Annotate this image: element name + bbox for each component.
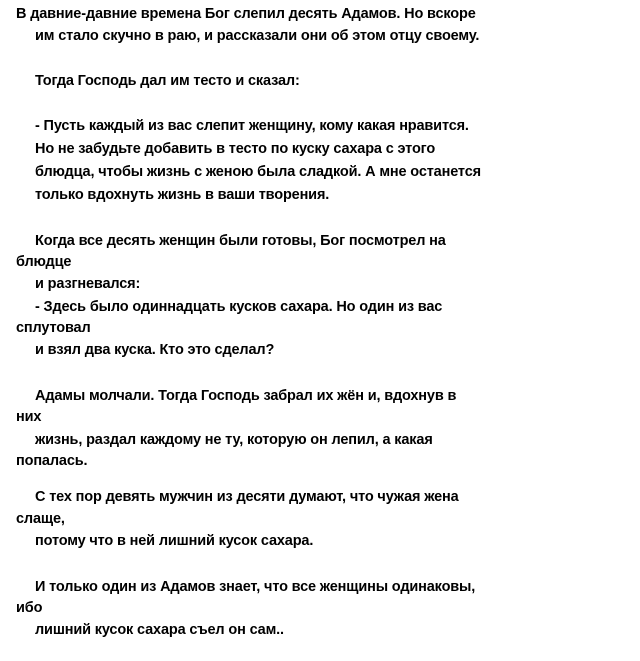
text-line: им стало скучно в раю, и рассказали они об этом отцу своему. [35,28,480,44]
text-line: ибо [16,600,43,616]
text-line: попалась. [16,453,88,469]
text-line: лишний кусок сахара съел он сам.. [35,622,284,638]
text-line: только вдохнуть жизнь в ваши творения. [35,187,330,203]
text-line: Тогда Господь дал им тесто и сказал: [35,73,300,89]
text-line: Адамы молчали. Тогда Господь забрал их жён и, вдохнув в [35,388,457,404]
text-line: - Здесь было одиннадцать кусков сахара. Но один из вас [35,299,443,315]
text-line: Когда все десять женщин были готовы, Бог посмотрел на [35,233,446,249]
text-line: слаще, [16,511,65,527]
text-line: блюдце [16,254,72,270]
text-line: Но не забудьте добавить в тесто по куску сахара с этого [35,141,436,157]
text-line: и разгневался: [35,276,141,292]
text-line: В давние-давние времена Бог слепил десять Адамов. Но вскоре [16,6,476,22]
text-line: сплутовал [16,320,91,336]
text-line: жизнь, раздал каждому не ту, которую он лепил, а какая [35,432,433,448]
text-line: них [16,409,42,425]
text-line: и взял два куска. Кто это сделал? [35,342,275,358]
text-line: потому что в ней лишний кусок сахара. [35,533,314,549]
text-line: - Пусть каждый из вас слепит женщину, кому какая нравится. [35,118,469,134]
text-line: И только один из Адамов знает, что все женщины одинаковы, [35,579,476,595]
text-line: С тех пор девять мужчин из десяти думают, что чужая жена [35,489,459,505]
text-line: блюдца, чтобы жизнь с женою была сладкой. А мне останется [35,164,481,180]
